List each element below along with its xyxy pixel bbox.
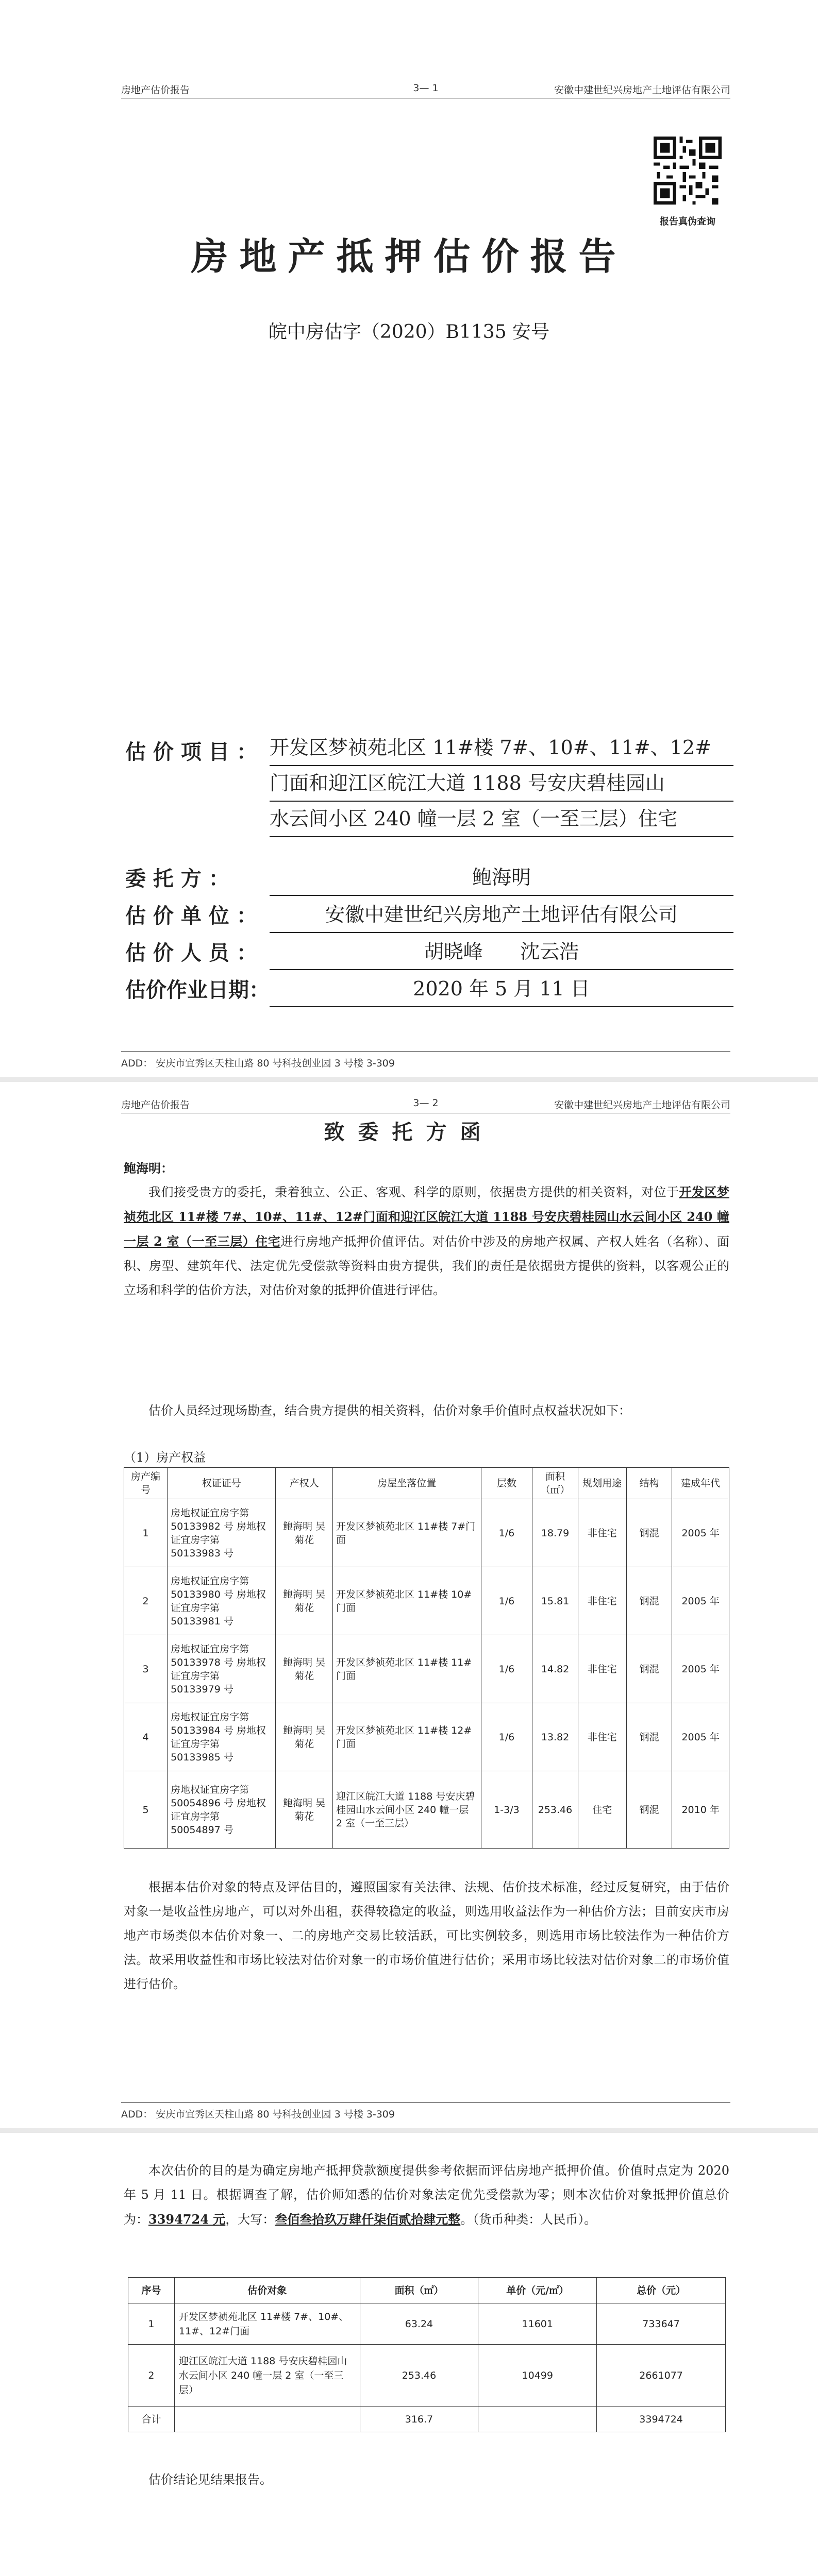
- col-header: 序号: [128, 2278, 175, 2303]
- table-cell: 非住宅: [578, 1499, 626, 1567]
- header-page-no: 3— 2: [413, 1097, 439, 1109]
- table-row: [124, 1703, 729, 1771]
- table-cell: 非住宅: [578, 1567, 626, 1635]
- table-cell: 1/6: [481, 1703, 532, 1771]
- valuation-table: [128, 2277, 726, 2432]
- table-cell: 3: [124, 1635, 168, 1703]
- table-cell: 合计: [128, 2406, 175, 2432]
- table-cell: 鲍海明 吴菊花: [276, 1703, 333, 1771]
- salutation-text: 鲍海明：: [124, 1161, 173, 1176]
- table-cell: 房地权证宜房字第 50133978 号 房地权证宜房字第 50133979 号: [168, 1635, 276, 1703]
- table-cell: [478, 2406, 597, 2432]
- client-value: 鲍海明: [270, 860, 733, 896]
- table-cell: 10499: [478, 2345, 597, 2406]
- total-value-words: 叁佰叁拾玖万肆仟柒佰贰拾肆元整: [275, 2212, 461, 2227]
- letter-paragraph-2: [124, 1399, 729, 1423]
- table-cell: 开发区梦祯苑北区 11#楼 11#门面: [332, 1635, 481, 1703]
- table-cell: 迎江区皖江大道 1188 号安庆碧桂园山水云间小区 240 幢一层 2 室（一至三层）: [332, 1771, 481, 1849]
- table-cell: 1-3/3: [481, 1771, 532, 1849]
- table-cell: 开发区梦祯苑北区 11#楼 10#门面: [332, 1567, 481, 1635]
- valuation-paragraph: [124, 2159, 729, 2232]
- table-cell: 钢混: [626, 1703, 672, 1771]
- qr-code-icon[interactable]: [654, 137, 722, 205]
- appraisers-value: 胡晓峰 沈云浩: [270, 935, 733, 970]
- info-label: 估价作业日期：: [125, 978, 270, 1002]
- date-value: 2020 年 5 月 11 日: [270, 972, 733, 1007]
- project-line: 门面和迎江区皖江大道 1188 号安庆碧桂园山: [270, 766, 733, 802]
- col-header: 面积（㎡）: [360, 2278, 478, 2303]
- para-text: 根据本估价对象的特点及评估目的，遵照国家有关法律、法规、估价技术标准，经过反复研究，由于估价对象一是收益性房地产，可以对外出租，获得较稳定的收益，则选用收益法作为一种估价方法；目前安庆市房地产市场类似本估价对象一、二的房地产交易比较活跃，可比实例较多，则选用市场比较法作为一种估价方法。故采用收益性和市场比较法对估价对象一的市场价值进行估价；采用市场比较法对估价对象二的市场价值进行估价。: [124, 1880, 729, 1991]
- table-cell: 1/6: [481, 1499, 532, 1567]
- report-title: 房地产抵押估价报告: [191, 234, 627, 278]
- table-cell: 1: [124, 1499, 168, 1567]
- table-cell: 14.82: [532, 1635, 578, 1703]
- table-cell: 非住宅: [578, 1703, 626, 1771]
- project-line: 水云间小区 240 幢一层 2 室（一至三层）住宅: [270, 802, 733, 837]
- table-cell: 鲍海明 吴菊花: [276, 1635, 333, 1703]
- info-label: 委 托 方 ：: [125, 867, 229, 891]
- table-cell: 2005 年: [672, 1703, 729, 1771]
- table-cell: 开发区梦祯苑北区 11#楼 7#、10#、11#、12#门面: [174, 2303, 360, 2345]
- table-cell: 住宅: [578, 1771, 626, 1849]
- table-row: [128, 2345, 726, 2406]
- col-header: 规划用途: [578, 1468, 626, 1499]
- table-cell: 63.24: [360, 2303, 478, 2345]
- info-label: 估 价 单 位 ：: [125, 904, 257, 928]
- col-header: 房屋坐落位置: [332, 1468, 481, 1499]
- table-cell: 钢混: [626, 1567, 672, 1635]
- table-cell: 15.81: [532, 1567, 578, 1635]
- table-cell: 316.7: [360, 2406, 478, 2432]
- total-value: 3394724 元: [148, 2212, 226, 2227]
- col-header: 估价对象: [174, 2278, 360, 2303]
- table-cell: 钢混: [626, 1635, 672, 1703]
- header-company: 安徽中建世纪兴房地产土地评估有限公司: [554, 1099, 730, 1111]
- para-text: 估价结论见结果报告。: [148, 2472, 272, 2487]
- caption-text: （1）房产权益: [124, 1450, 206, 1465]
- table-cell: 鲍海明 吴菊花: [276, 1499, 333, 1567]
- table-cell: 迎江区皖江大道 1188 号安庆碧桂园山水云间小区 240 幢一层 2 室（一至三层）: [174, 2345, 360, 2406]
- table-cell: 开发区梦祯苑北区 11#楼 12#门面: [332, 1703, 481, 1771]
- table-cell: 1/6: [481, 1635, 532, 1703]
- header-doc-type: 房地产估价报告: [121, 84, 190, 96]
- page-footer: ADD： 安庆市宜秀区天柱山路 80 号科技创业园 3 号楼 3-309: [121, 2102, 730, 2122]
- para-text: 本次估价的目的是为确定房地产抵押贷款额度提供参考依据而评估房地产抵押价值。价值时点定为 2020 年 5 月 11 日。根据调查了解，估价师知悉的估价对象法定优先受偿款为零；则本次估价对象抵押价值总价为：: [124, 2163, 729, 2227]
- table-cell: 1/6: [481, 1567, 532, 1635]
- table-cell: 2005 年: [672, 1567, 729, 1635]
- col-header: 房产编号: [124, 1468, 168, 1499]
- page-header: [121, 1097, 730, 1113]
- table-header-row: [128, 2278, 726, 2303]
- table-row: [124, 1635, 729, 1703]
- table-cell: 4: [124, 1703, 168, 1771]
- table-cell: 鲍海明 吴菊花: [276, 1771, 333, 1849]
- table-cell: 1: [128, 2303, 175, 2345]
- page-header: [121, 82, 730, 98]
- property-address: 开发区梦祯苑北区 11#楼 7#、10#、11#、12#门面和迎江区皖江大道 1188 号安庆碧桂园山水云间小区 240 幢一层 2 室（一至三层）住宅: [124, 1184, 730, 1249]
- cover-page: [0, 0, 818, 1077]
- property-rights-table: [124, 1467, 729, 1849]
- table-cell: 2005 年: [672, 1635, 729, 1703]
- table-total-row: [128, 2406, 726, 2432]
- table-header-row: [124, 1468, 729, 1499]
- table-cell: 房地权证宜房字第 50133982 号 房地权证宜房字第 50133983 号: [168, 1499, 276, 1567]
- table-cell: 733647: [597, 2303, 726, 2345]
- table-cell: 钢混: [626, 1499, 672, 1567]
- col-header: 产权人: [276, 1468, 333, 1499]
- table-cell: 2010 年: [672, 1771, 729, 1849]
- report-number: 皖中房估字（2020）B1135 安号: [268, 321, 550, 343]
- table-cell: 253.46: [360, 2345, 478, 2406]
- letter-title: 致委托方函: [324, 1121, 494, 1144]
- firm-value: 安徽中建世纪兴房地产土地评估有限公司: [270, 897, 733, 933]
- table-cell: 房地权证宜房字第 50133980 号 房地权证宜房字第 50133981 号: [168, 1567, 276, 1635]
- info-label: 估 价 人 员 ：: [125, 941, 257, 965]
- table-cell: 11601: [478, 2303, 597, 2345]
- table-cell: 房地权证宜房字第 50054896 号 房地权证宜房字第 50054897 号: [168, 1771, 276, 1849]
- table-cell: 2: [128, 2345, 175, 2406]
- header-doc-type: 房地产估价报告: [121, 1099, 190, 1111]
- table-cell: 房地权证宜房字第 50133984 号 房地权证宜房字第 50133985 号: [168, 1703, 276, 1771]
- project-value: [270, 731, 733, 837]
- table-caption: [124, 1446, 729, 1470]
- table-cell: [174, 2406, 360, 2432]
- col-header: 权证证号: [168, 1468, 276, 1499]
- table-row: [124, 1771, 729, 1849]
- header-company: 安徽中建世纪兴房地产土地评估有限公司: [554, 84, 730, 96]
- col-header: 面积（㎡）: [532, 1468, 578, 1499]
- table-cell: 18.79: [532, 1499, 578, 1567]
- letter-paragraph-5: [124, 2468, 729, 2492]
- table-row: [124, 1567, 729, 1635]
- para-text: 进行房地产抵押价值评估。对估价中涉及的房地产权属、产权人姓名（名称）、面积、房型、建筑年代、法定优先受偿款等资料由贵方提供，我们的责任是依据贵方提供的资料，以客观公正的立场和科学的估价方法，对估价对象的抵押价值进行评估。: [124, 1234, 729, 1297]
- table-cell: 开发区梦祯苑北区 11#楼 7#门面: [332, 1499, 481, 1567]
- table-cell: 3394724: [597, 2406, 726, 2432]
- table-cell: 2: [124, 1567, 168, 1635]
- table-cell: 13.82: [532, 1703, 578, 1771]
- letter-paragraph-1: [124, 1180, 729, 1302]
- qr-caption: 报告真伪查询: [660, 216, 715, 227]
- header-page-no: 3— 1: [413, 82, 439, 94]
- para-text: 估价人员经过现场勘查，结合贵方提供的相关资料，估价对象手价值时点权益状况如下：: [148, 1403, 631, 1418]
- letter-paragraph-3: [124, 1875, 729, 1996]
- table-cell: 5: [124, 1771, 168, 1849]
- table-cell: 2005 年: [672, 1499, 729, 1567]
- page-footer: ADD： 安庆市宜秀区天柱山路 80 号科技创业园 3 号楼 3-309: [121, 1051, 730, 1071]
- col-header: 层数: [481, 1468, 532, 1499]
- table-cell: 鲍海明 吴菊花: [276, 1567, 333, 1635]
- col-header: 总价（元）: [597, 2278, 726, 2303]
- salutation: [124, 1156, 729, 1180]
- table-cell: 非住宅: [578, 1635, 626, 1703]
- table-row: [128, 2303, 726, 2345]
- table-cell: 253.46: [532, 1771, 578, 1849]
- para-text: ，大写：: [225, 2212, 275, 2227]
- project-line: 开发区梦祯苑北区 11#楼 7#、10#、11#、12#: [270, 731, 733, 766]
- info-label: 估 价 项 目 ：: [125, 740, 257, 764]
- table-row: [124, 1499, 729, 1567]
- para-text: 。（货币种类：人民币）。: [460, 2212, 597, 2227]
- col-header: 单价（元/㎡）: [478, 2278, 597, 2303]
- table-cell: 钢混: [626, 1771, 672, 1849]
- table-cell: 2661077: [597, 2345, 726, 2406]
- para-text: 我们接受贵方的委托，秉着独立、公正、客观、科学的原则，依据贵方提供的相关资料，对位于: [148, 1185, 679, 1199]
- col-header: 建成年代: [672, 1468, 729, 1499]
- col-header: 结构: [626, 1468, 672, 1499]
